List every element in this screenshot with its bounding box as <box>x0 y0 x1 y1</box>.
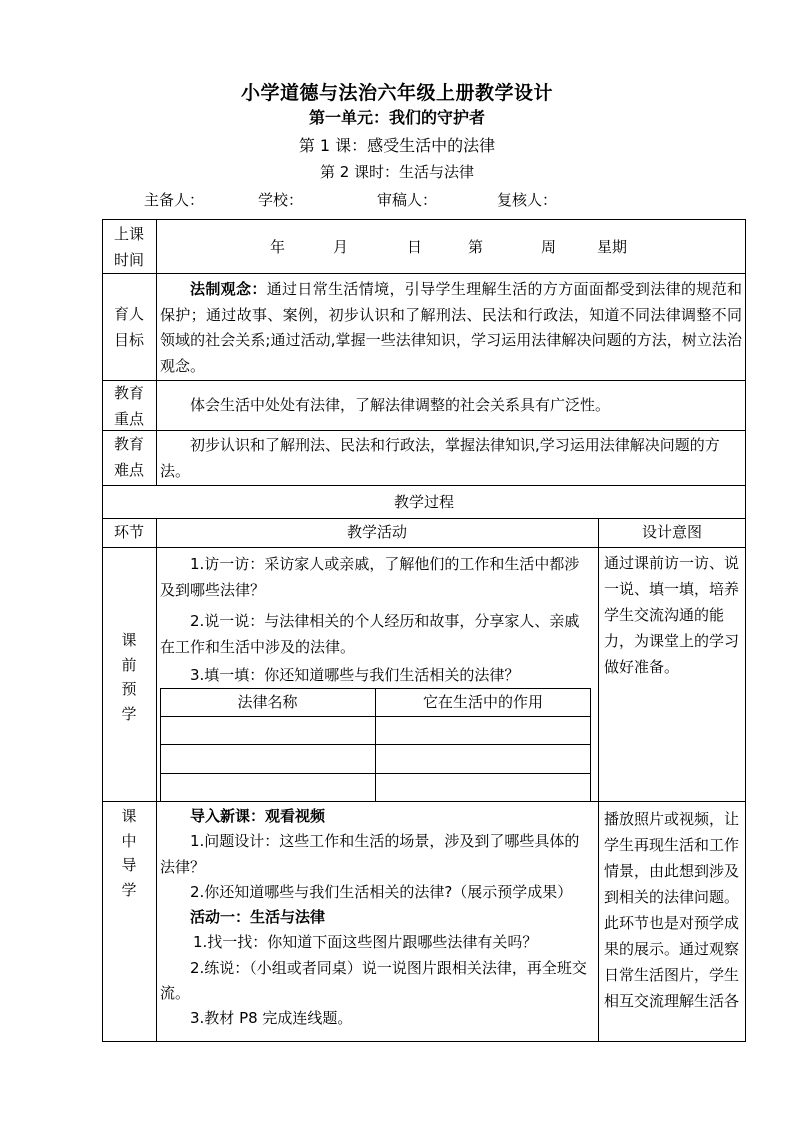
lesson-title: 第 1 课：感受生活中的法律 <box>298 136 496 155</box>
table-border-bottom <box>102 1041 746 1042</box>
time-year: 年 <box>270 238 286 256</box>
difficulty-label: 教育 难点 <box>113 435 144 479</box>
preview-stage-label: 课 前 预 学 <box>121 631 137 723</box>
law-role-input-3[interactable] <box>376 774 590 801</box>
guide-activity <box>160 804 594 1032</box>
activity-step-1: 1.找一找：你知道下面这些图片跟哪些法律有关吗？ <box>193 933 538 952</box>
guide-intent: 播放照片或视频，让学生再现生活和工作情景，由此想到涉及到相关的法律问题。此环节也是对预学成果的展示。通过观察日常生活图片，学生相互交流理解生活各 <box>604 810 740 1010</box>
time-week: 周 <box>541 238 557 256</box>
document-title: 小学道德与法治六年级上册教学设计 <box>240 82 553 104</box>
table-border-right <box>745 219 746 1042</box>
guide-stage-label: 课 中 导 学 <box>121 807 137 899</box>
goals-text: 法制观念：通过日常生活情境，引导学生理解生活的方方面面都受到法律的规范和保护；通过故事、案例，初步认识和了解刑法、民法和行政法，知道不同法律调整不同领域的社会关系;通过活动,掌握一些法律知识，学习运用法律解决问题的方法，树立法治观念。 <box>160 280 742 375</box>
focus-text: 体会生活中处处有法律，了解法律调整的社会关系具有广泛性。 <box>190 396 611 414</box>
preview-intent: 通过课前访一访、说一说、填一填，培养学生交流沟通的能力，为课堂上的学习做好准备。 <box>604 554 740 676</box>
intro-heading: 导入新课：观看视频 <box>190 807 326 825</box>
unit-title: 第一单元：我们的守护者 <box>308 108 485 127</box>
time-label: 上课 时间 <box>113 225 144 269</box>
preview-item-1: 1.访一访：采访家人或亲戚，了解他们的工作和生活中都涉及到哪些法律？ <box>160 555 580 599</box>
law-role-input-1[interactable] <box>376 717 590 743</box>
table-border-top <box>102 219 746 220</box>
law-name-input-1[interactable] <box>161 717 374 743</box>
preview-item-2: 2.说一说：与法律相关的个人经历和故事，分享家人、亲戚在工作和生活中涉及的法律。 <box>160 612 580 656</box>
staff-lead-label: 主备人： <box>144 191 205 209</box>
time-month: 月 <box>333 238 349 256</box>
activity-step-3: 3.教材 P8 完成连线题。 <box>190 1009 353 1028</box>
time-day: 日 <box>407 238 423 256</box>
law-name-header: 法律名称 <box>237 693 298 711</box>
time-weekday: 星期 <box>597 238 628 256</box>
col-stage-header: 环节 <box>113 523 144 541</box>
focus-label: 教育 重点 <box>113 384 144 428</box>
law-role-input-2[interactable] <box>376 745 590 772</box>
preview-item-3: 3.填一填：你还知道哪些与我们生活相关的法律？ <box>190 666 520 684</box>
difficulty-text: 初步认识和了解刑法、民法和行政法，掌握法律知识,学习运用法律解决问题的方法。 <box>160 436 720 480</box>
law-name-input-2[interactable] <box>161 745 374 772</box>
col-activity-header: 教学活动 <box>346 523 407 541</box>
goals-label: 育人 目标 <box>113 305 144 349</box>
question-1: 1.问题设计：这些工作和生活的场景，涉及到了哪些具体的法律？ <box>160 832 580 876</box>
staff-school-label: 学校： <box>258 191 304 209</box>
law-role-header: 它在生活中的作用 <box>422 693 543 711</box>
process-title: 教学过程 <box>393 493 454 511</box>
question-2: 2.你还知道哪些与我们生活相关的法律?（展示预学成果） <box>190 882 573 901</box>
activity-step-2: 2.练说：（小组或者同桌）说一说图片跟相关法律，再全班交流。 <box>160 958 587 1003</box>
col-intent-header: 设计意图 <box>641 523 702 541</box>
activity-one-heading: 活动一：生活与法律 <box>190 908 326 927</box>
time-ordinal: 第 <box>468 238 484 256</box>
law-name-input-3[interactable] <box>161 774 374 801</box>
staff-checker-label: 复核人： <box>497 191 558 209</box>
period-title: 第 2 课时：生活与法律 <box>319 163 475 181</box>
staff-reviewer-label: 审稿人： <box>377 191 438 209</box>
